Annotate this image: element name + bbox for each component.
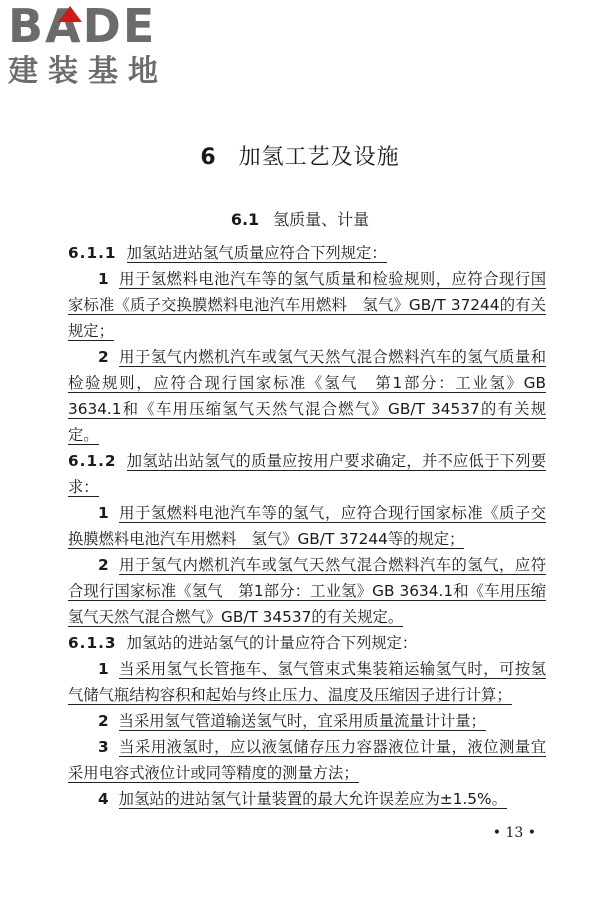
list-item <box>68 552 546 630</box>
clause-number: 6.1.1 <box>68 244 117 262</box>
clause-text: 加氢站的进站氢气的计量应符合下列规定： <box>126 634 418 652</box>
clause-number: 6.1.2 <box>68 452 117 470</box>
item-number: 2 <box>98 712 109 730</box>
item-number: 4 <box>98 790 109 808</box>
chapter-heading <box>0 140 600 171</box>
item-text: 用于氢燃料电池汽车等的氢气质量和检验规则，应符合现行国家标准《质子交换膜燃料电池汽车用燃料 氢气》GB/T 37244的有关规定； <box>68 270 546 340</box>
item-text: 当采用氢气长管拖车、氢气管束式集装箱运输氢气时，可按氢气储气瓶结构容积和起始与终止压力、温度及压缩因子进行计算； <box>68 660 546 704</box>
bade-logo <box>8 0 178 90</box>
chapter-title: 加氢工艺及设施 <box>238 145 400 170</box>
chapter-number: 6 <box>200 145 217 170</box>
clause <box>68 448 546 500</box>
list-item <box>68 344 546 448</box>
list-item <box>68 708 546 734</box>
document-body <box>68 240 546 812</box>
clause-text: 加氢站出站氢气的质量应按用户要求确定，并不应低于下列要求： <box>68 452 546 496</box>
list-item <box>68 734 546 786</box>
item-number: 2 <box>98 556 109 574</box>
section-title: 氢质量、计量 <box>273 210 370 229</box>
clause <box>68 630 546 656</box>
item-number: 1 <box>98 660 109 678</box>
clause <box>68 240 546 266</box>
logo-word: BADE <box>8 0 157 53</box>
logo-subtitle: 建装基地 <box>8 54 168 89</box>
item-text: 用于氢燃料电池汽车等的氢气，应符合现行国家标准《质子交换膜燃料电池汽车用燃料 氢气》GB/T 37244等的规定； <box>68 504 546 548</box>
clause-text: 加氢站进站氢气质量应符合下列规定： <box>126 244 387 262</box>
item-number: 2 <box>98 348 109 366</box>
logo-wordmark <box>8 0 178 53</box>
item-text: 用于氢气内燃机汽车或氢气天然气混合燃料汽车的氢气，应符合现行国家标准《氢气 第1部分：工业氢》GB 3634.1和《车用压缩氢气天然气混合燃气》GB/T 34537的有关规定。 <box>68 556 546 626</box>
item-text: 加氢站的进站氢气计量装置的最大允许误差应为±1.5%。 <box>118 790 507 808</box>
clause-number: 6.1.3 <box>68 634 117 652</box>
list-item <box>68 786 546 812</box>
list-item <box>68 656 546 708</box>
list-item <box>68 500 546 552</box>
item-number: 3 <box>98 738 109 756</box>
logo-triangle-icon <box>58 6 82 22</box>
list-item <box>68 266 546 344</box>
item-number: 1 <box>98 270 109 288</box>
section-heading <box>0 207 600 230</box>
page-number: • 13 • <box>492 825 536 841</box>
item-text: 当采用氢气管道输送氢气时，宜采用质量流量计计量； <box>118 712 486 730</box>
item-text: 当采用液氢时，应以液氢储存压力容器液位计量，液位测量宜采用电容式液位计或同等精度的测量方法； <box>68 738 546 782</box>
item-text: 用于氢气内燃机汽车或氢气天然气混合燃料汽车的氢气质量和检验规则，应符合现行国家标准《氢气 第1部分：工业氢》GB 3634.1和《车用压缩氢气天然气混合燃气》GB/T 34537的有关规定。 <box>68 348 546 444</box>
item-number: 1 <box>98 504 109 522</box>
section-number: 6.1 <box>230 210 260 229</box>
